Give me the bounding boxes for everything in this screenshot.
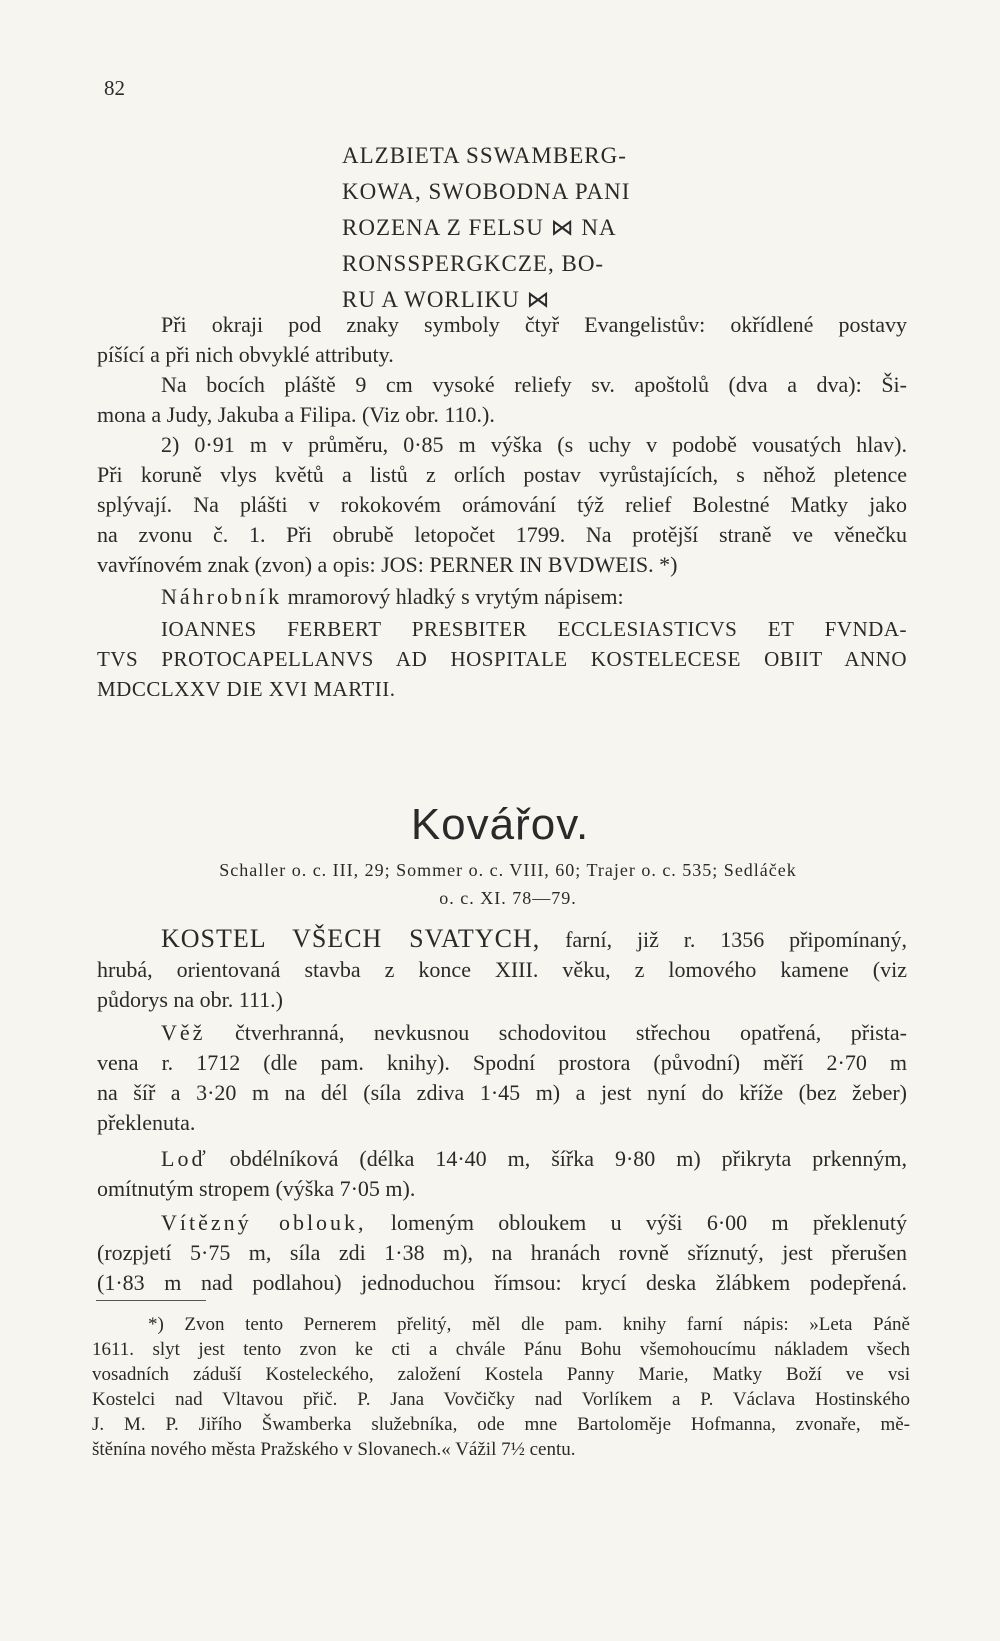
footnote-line: *) Zvon tento Pernerem přelitý, měl dle pam. knihy farní nápis: »Leta Páně bbox=[148, 1314, 910, 1335]
text-line: Při koruně vlys květů a listů z orlích postav vyrůstajících, s něhož pletence bbox=[97, 462, 907, 487]
lead-word: Věž bbox=[161, 1020, 206, 1045]
text-span: farní, již r. 1356 připomínaný, bbox=[540, 927, 908, 952]
lead-word: Loď bbox=[161, 1146, 209, 1171]
inscription-line: RONSSPERGKCZE, BO- bbox=[342, 251, 605, 276]
lead-word: Náhrobník bbox=[161, 584, 283, 609]
text-line: Na bocích pláště 9 cm vysoké reliefy sv. apoštolů (dva a dva): Ši- bbox=[161, 372, 907, 397]
text-line: překlenuta. bbox=[97, 1110, 196, 1135]
paragraph-tower bbox=[97, 1018, 907, 1138]
footnote-divider bbox=[96, 1300, 206, 1301]
text-line: vavřínovém znak (zvon) a opis: JOS: PERNER IN BVDWEIS. *) bbox=[97, 552, 678, 577]
text-line: splývají. Na plášti v rokokovém orámování týž relief Bolestné Matky jako bbox=[97, 492, 907, 517]
text-line bbox=[97, 582, 907, 612]
lead-word: Vítězný oblouk, bbox=[161, 1210, 367, 1235]
text-line: (1·83 m nad podlahou) jednoduchou římsou: krycí deska žlábkem podepřená. bbox=[97, 1270, 907, 1295]
inscription-line: ROZENA Z FELSU ⋈ NA bbox=[342, 215, 617, 240]
inscription-line: MDCCLXXV DIE XVI MARTII. bbox=[97, 677, 396, 701]
tombstone-inscription bbox=[97, 614, 907, 704]
paragraph-church bbox=[97, 924, 907, 1015]
text-span: mramorový hladký s vrytým nápisem: bbox=[282, 584, 624, 609]
inscription-line: RU A WORLIKU ⋈ bbox=[342, 287, 551, 312]
lead-word: KOSTEL VŠECH SVATYCH, bbox=[161, 924, 541, 953]
inscription-line: IOANNES FERBERT PRESBITER ECCLESIASTICVS ET FVNDA- bbox=[161, 617, 907, 641]
text-line: na šíř a 3·20 m na dél (síla zdiva 1·45 m) a jest nyní do kříže (bez žeber) bbox=[97, 1080, 907, 1105]
text-line: vena r. 1712 (dle pam. knihy). Spodní prostora (původní) měří 2·70 m bbox=[97, 1050, 907, 1075]
inscription-line: KOWA, SWOBODNA PANI bbox=[342, 179, 631, 204]
text-line bbox=[97, 1208, 907, 1238]
text-line: omítnutým stropem (výška 7·05 m). bbox=[97, 1176, 416, 1201]
text-line: (rozpjetí 5·75 m, síla zdi 1·38 m), na hranách rovně sříznutý, jest přerušen bbox=[97, 1240, 907, 1265]
paragraph-arch bbox=[97, 1208, 907, 1298]
references bbox=[108, 856, 908, 912]
inscription-line: TVS PROTOCAPELLANVS AD HOSPITALE KOSTELECESE OBIIT ANNO bbox=[97, 647, 907, 671]
paragraph-bell-2 bbox=[97, 430, 907, 580]
text-line bbox=[97, 1018, 907, 1048]
text-line: Při okraji pod znaky symboly čtyř Evangelistův: okřídlené postavy bbox=[161, 312, 907, 337]
footnote-line: 1611. slyt jest tento zvon ke cti a chvále Pánu Bohu všemohoucímu nákladem všech bbox=[92, 1339, 910, 1360]
footnote bbox=[92, 1312, 910, 1462]
text-span: obdélníková (délka 14·40 m, šířka 9·80 m) přikryta prkenným, bbox=[208, 1146, 907, 1171]
section-title: Kovářov. bbox=[410, 800, 590, 849]
inscription-line: ALZBIETA SSWAMBERG- bbox=[342, 143, 627, 168]
text-line: mona a Judy, Jakuba a Filipa. (Viz obr. 110.). bbox=[97, 402, 495, 427]
text-line: píšící a při nich obvyklé attributy. bbox=[97, 342, 394, 367]
references-line: Schaller o. c. III, 29; Sommer o. c. VIII, 60; Trajer o. c. 535; Sedláček bbox=[219, 860, 797, 880]
footnote-line: vosadních záduší Kosteleckého, založení Kostela Panny Marie, Matky Boží ve vsi bbox=[92, 1364, 910, 1385]
paragraph-evangelists bbox=[97, 310, 907, 370]
text-line: 2) 0·91 m v průměru, 0·85 m výška (s uchy v podobě vousatých hlav). bbox=[161, 432, 907, 457]
page-number: 82 bbox=[104, 76, 125, 100]
bell-inscription bbox=[342, 138, 672, 318]
text-span: čtverhranná, nevkusnou schodovitou střechou opatřená, přista- bbox=[205, 1020, 907, 1045]
text-line: hrubá, orientovaná stavba z konce XIII. věku, z lomového kamene (viz bbox=[97, 957, 907, 982]
text-span: lomeným obloukem u výši 6·00 m překlenutý bbox=[366, 1210, 907, 1235]
text-line: půdorys na obr. 111.) bbox=[97, 987, 283, 1012]
text-line: na zvonu č. 1. Při obrubě letopočet 1799. Na protější straně ve věnečku bbox=[97, 522, 907, 547]
text-line bbox=[97, 924, 907, 955]
paragraph-tombstone bbox=[97, 582, 907, 612]
footnote-line: štěnína nového města Pražského v Slovanech.« Vážil 7½ centu. bbox=[92, 1439, 576, 1460]
references-line: o. c. XI. 78—79. bbox=[439, 888, 577, 908]
footnote-line: J. M. P. Jiřího Šwamberka služebníka, ode mne Bartoloměje Hofmanna, zvonaře, mě- bbox=[92, 1414, 910, 1435]
paragraph-reliefs bbox=[97, 370, 907, 430]
footnote-line: Kostelci nad Vltavou přič. P. Jana Vovčičky nad Vorlíkem a P. Václava Hostinského bbox=[92, 1389, 910, 1410]
text-line bbox=[97, 1144, 907, 1174]
paragraph-nave bbox=[97, 1144, 907, 1204]
